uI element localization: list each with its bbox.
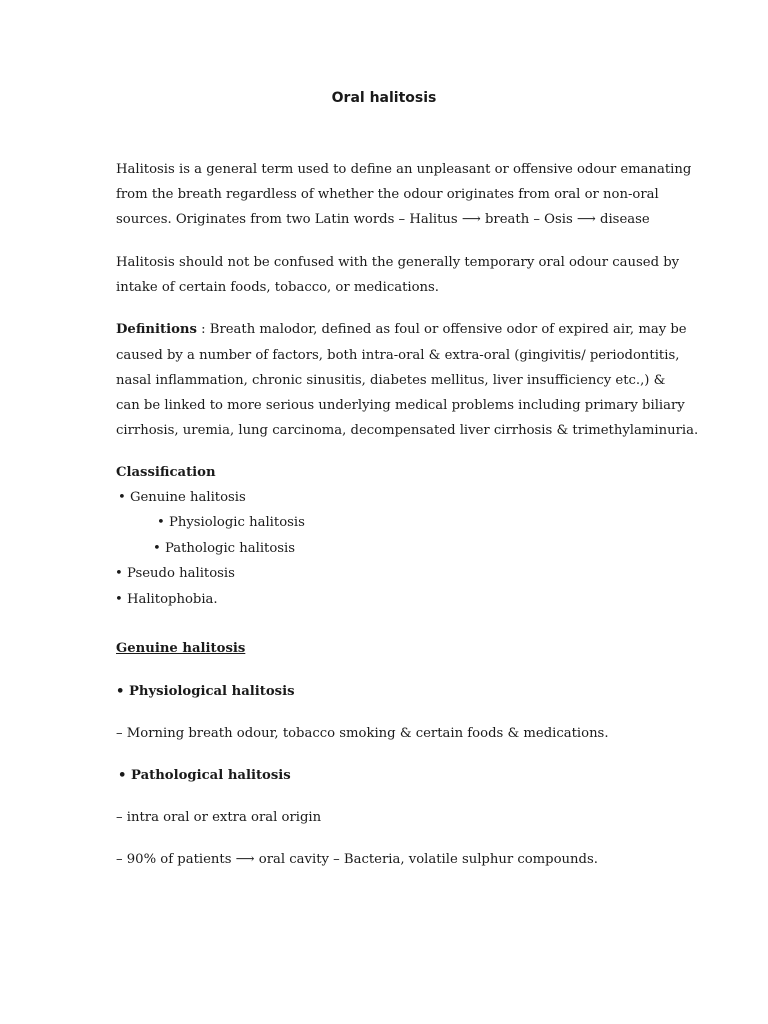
definitions-line-1-rest: : Breath malodor, defined as foul or offensive odor of expired air, may be xyxy=(196,322,687,337)
classification-heading: Classification xyxy=(116,465,216,480)
pathological-text-2: – 90% of patients ⟶ oral cavity – Bacteria, volatile sulphur compounds. xyxy=(116,852,598,867)
definitions-line-2: caused by a number of factors, both intra-oral & extra-oral (gingivitis/ periodontitis, xyxy=(116,348,680,363)
intro-line-2: from the breath regardless of whether the odour originates from oral or non-oral xyxy=(116,187,659,202)
classification-item-pathologic: • Pathologic halitosis xyxy=(153,541,296,556)
pathological-text-1: – intra oral or extra oral origin xyxy=(116,810,322,825)
page-title: Oral halitosis xyxy=(331,90,437,106)
intro-line-3: sources. Originates from two Latin words – Halitus ⟶ breath – Osis ⟶ disease xyxy=(116,212,650,227)
intro-line-1: Halitosis is a general term used to define an unpleasant or offensive odour emanating xyxy=(116,162,692,177)
genuine-heading: Genuine halitosis xyxy=(116,641,246,656)
definitions-line-4: can be linked to more serious underlying medical problems including primary biliary xyxy=(116,398,685,413)
classification-item-halitophobia: • Halitophobia. xyxy=(115,592,218,607)
pathological-heading: • Pathological halitosis xyxy=(118,768,291,783)
classification-item-pseudo: • Pseudo halitosis xyxy=(115,566,235,581)
physiological-heading: • Physiological halitosis xyxy=(116,684,295,699)
note-line-2: intake of certain foods, tobacco, or medications. xyxy=(116,280,439,295)
definitions-line-5: cirrhosis, uremia, lung carcinoma, decompensated liver cirrhosis & trimethylaminuria. xyxy=(116,423,699,438)
definitions-line-3: nasal inflammation, chronic sinusitis, diabetes mellitus, liver insufficiency etc.,) & xyxy=(116,373,666,388)
classification-item-physiologic: • Physiologic halitosis xyxy=(157,515,305,530)
definitions-label: Definitions xyxy=(116,322,197,337)
note-line-1: Halitosis should not be confused with the generally temporary oral odour caused by xyxy=(116,255,680,270)
definitions-line-1 xyxy=(116,321,687,339)
classification-item-genuine: • Genuine halitosis xyxy=(118,490,246,505)
physiological-text: – Morning breath odour, tobacco smoking & certain foods & medications. xyxy=(116,726,609,741)
